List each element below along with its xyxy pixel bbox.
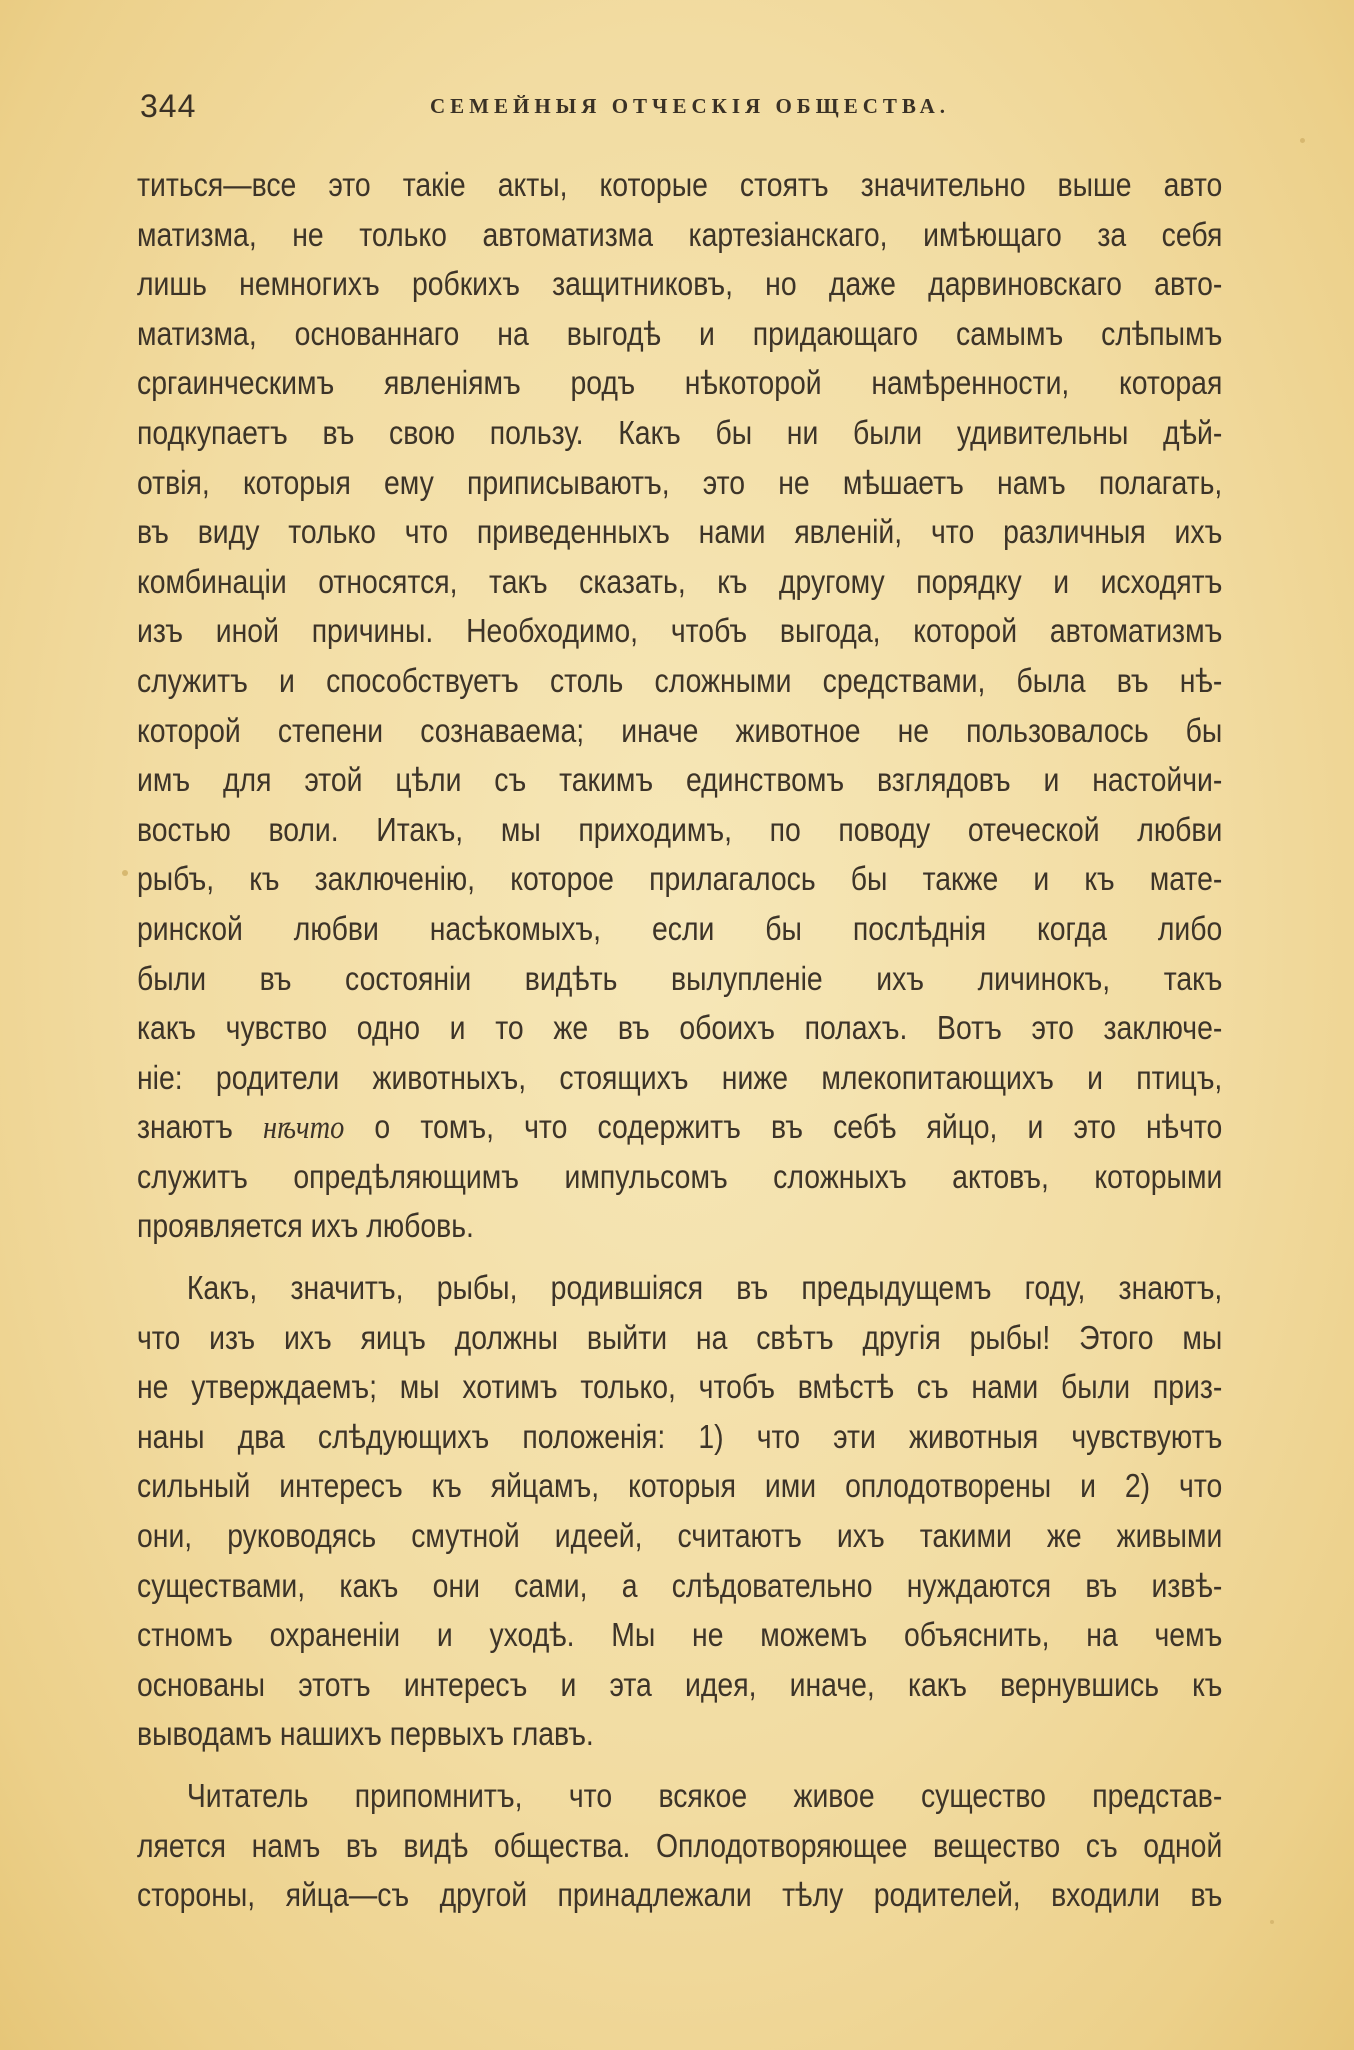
text-line: ніе: родители животныхъ, стоящихъ ниже млекопитающихъ и птицъ, xyxy=(137,1058,1223,1096)
text-line: востью воли. Итакъ, мы приходимъ, по поводу отеческой любви xyxy=(137,810,1223,848)
text-line: что изъ ихъ яицъ должны выйти на свѣтъ другія рыбы! Этого мы xyxy=(137,1318,1223,1356)
text-line: подкупаетъ въ свою пользу. Какъ бы ни были удивительны дѣй- xyxy=(137,413,1223,451)
text-line: въ виду только что приведенныхъ нами явленій, что различныя ихъ xyxy=(137,513,1223,551)
text-line: были въ состояніи видѣть вылупленіе ихъ личинокъ, такъ xyxy=(137,959,1223,997)
text-line: матизма, основаннаго на выгодѣ и придающаго самымъ слѣпымъ xyxy=(137,314,1223,352)
text-line: стороны, яйца—съ другой принадлежали тѣлу родителей, входили въ xyxy=(137,1876,1223,1914)
running-head xyxy=(140,88,1220,134)
text-line: служитъ опредѣляющимъ импульсомъ сложныхъ актовъ, которыми xyxy=(137,1157,1223,1195)
text-line: сргаинческимъ явленіямъ родъ нѣкоторой намѣренности, которая xyxy=(137,364,1223,402)
paragraph-gap xyxy=(137,1759,1222,1771)
text-line: Читатель припомнитъ, что всякое живое существо представ- xyxy=(186,1777,1223,1814)
page-number: 344 xyxy=(140,88,197,124)
text-line: рыбъ, къ заключенію, которое прилагалось бы также и къ мате- xyxy=(137,860,1223,898)
text-line: выводамъ нашихъ первыхъ главъ. xyxy=(137,1715,594,1753)
text-run: о томъ, что содержитъ въ себѣ яйцо, и это нѣчто xyxy=(344,1108,1223,1146)
italic-word: нѣчто xyxy=(263,1110,345,1147)
text-line: проявляется ихъ любовь. xyxy=(137,1207,474,1245)
paper-speck xyxy=(1300,138,1305,143)
text-run: знаютъ xyxy=(137,1108,264,1146)
text-line: стномъ охраненіи и уходѣ. Мы не можемъ объяснить, на чемъ xyxy=(137,1616,1223,1654)
text-line: имъ для этой цѣли съ такимъ единствомъ взглядовъ и настойчи- xyxy=(137,761,1223,799)
text-line: существами, какъ они сами, а слѣдовательно нуждаются въ извѣ- xyxy=(137,1566,1223,1604)
text-line: основаны этотъ интересъ и эта идея, иначе, какъ вернувшись къ xyxy=(137,1665,1223,1703)
paper-speck xyxy=(1270,1920,1274,1924)
text-line: лишь немногихъ робкихъ защитниковъ, но даже дарвиновскаго авто- xyxy=(137,265,1223,303)
text-line: служитъ и способствуетъ столь сложными средствами, была въ нѣ- xyxy=(137,661,1223,699)
text-line: какъ чувство одно и то же въ обоихъ полахъ. Вотъ это заключе- xyxy=(137,1009,1223,1047)
text-line-with-italic xyxy=(137,1102,1222,1152)
text-line: не утверждаемъ; мы хотимъ только, чтобъ вмѣстѣ съ нами были приз- xyxy=(137,1368,1223,1406)
text-line: ляется намъ въ видѣ общества. Оплодотворяющее вещество съ одной xyxy=(137,1826,1223,1864)
text-line: которой степени сознаваема; иначе животное не пользовалось бы xyxy=(137,711,1223,749)
text-line: титься—все это такіе акты, которые стоятъ значительно выше авто xyxy=(137,166,1223,203)
text-line: комбинаціи относятся, такъ сказать, къ другому порядку и исходятъ xyxy=(137,562,1223,600)
text-line: ринской любви насѣкомыхъ, если бы послѣднія когда либо xyxy=(137,909,1223,947)
running-title: СЕМЕЙНЫЯ ОТЧЕСКІЯ ОБЩЕСТВА. xyxy=(430,94,951,118)
text-line: матизма, не только автоматизма картезіанскаго, имѣющаго за себя xyxy=(137,215,1223,253)
text-line: отвія, которыя ему приписываютъ, это не мѣшаетъ намъ полагать, xyxy=(137,463,1223,501)
body-text xyxy=(137,160,1222,1920)
paper-speck xyxy=(122,870,128,876)
text-line: сильный интересъ къ яйцамъ, которыя ими оплодотворены и 2) что xyxy=(137,1467,1223,1505)
paragraph-gap xyxy=(137,1251,1222,1263)
text-line: Какъ, значитъ, рыбы, родившіяся въ предыдущемъ году, знаютъ, xyxy=(186,1269,1223,1307)
text-line: наны два слѣдующихъ положенія: 1) что эти животныя чувствуютъ xyxy=(137,1417,1223,1455)
text-line: изъ иной причины. Необходимо, чтобъ выгода, которой автоматизмъ xyxy=(137,612,1223,650)
text-line: они, руководясь смутной идеей, считаютъ ихъ такими же живыми xyxy=(137,1517,1223,1555)
